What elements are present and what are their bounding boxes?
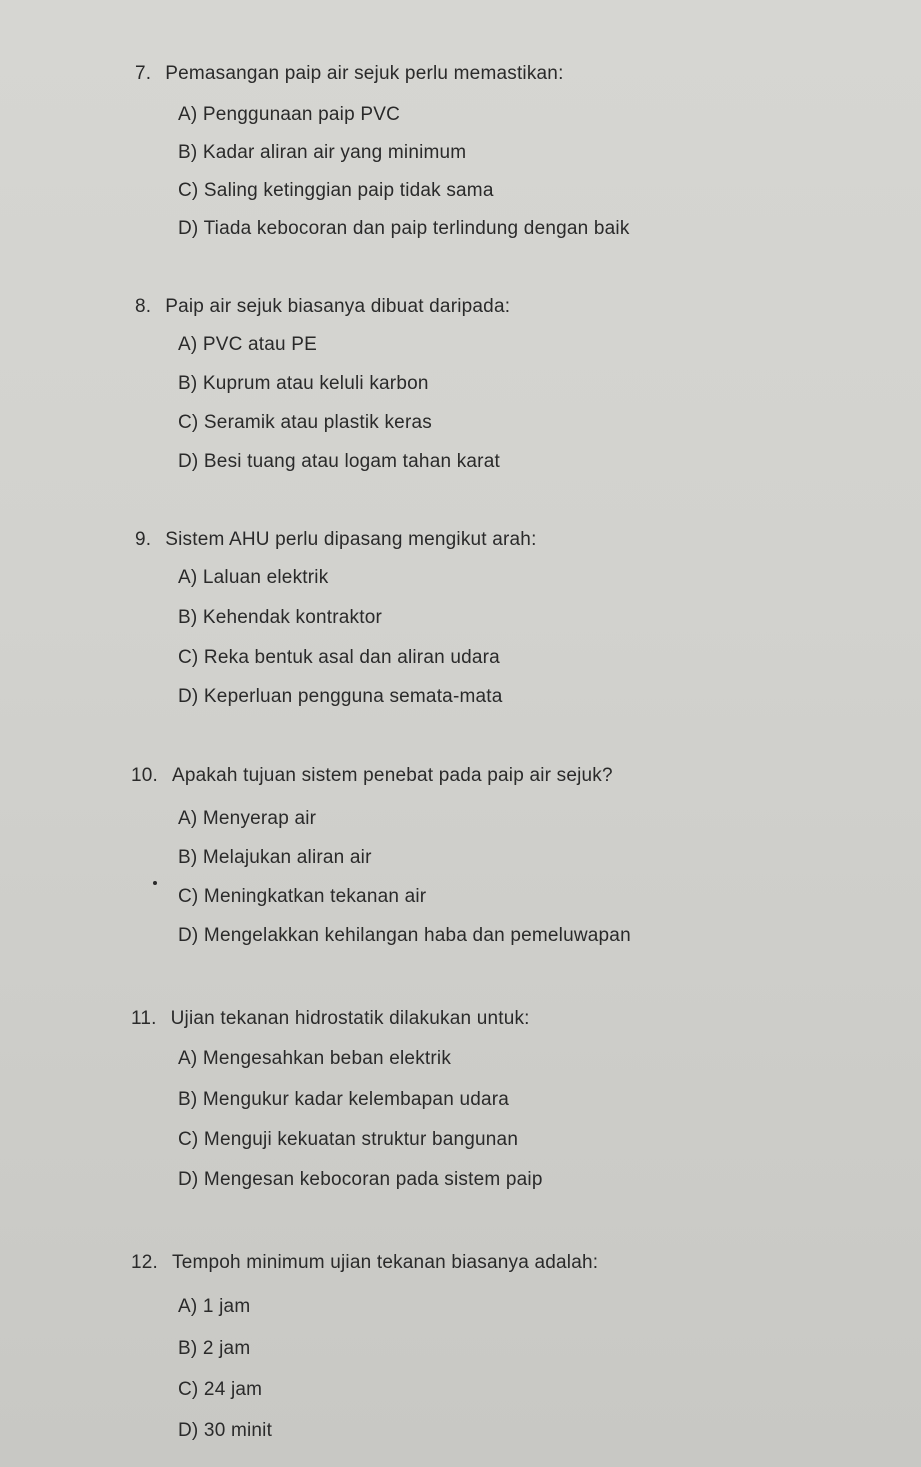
option-d[interactable]: D) 30 minit [178,1420,273,1441]
question-number: 10. [131,765,159,786]
question-number: 8. [135,296,152,317]
question-number: 11. [131,1008,157,1029]
question-stem [135,529,537,551]
question-text: Sistem AHU perlu dipasang mengikut arah: [165,529,537,550]
option-b[interactable]: B) 2 jam [178,1338,251,1359]
option-d[interactable]: D) Mengesan kebocoran pada sistem paip [178,1169,543,1190]
option-c[interactable]: C) Seramik atau plastik keras [178,412,432,433]
stray-dot-mark [153,881,157,885]
option-a[interactable]: A) Penggunaan paip PVC [178,104,401,125]
option-c[interactable]: C) Menguji kekuatan struktur bangunan [178,1129,519,1150]
option-d[interactable]: D) Besi tuang atau logam tahan karat [178,451,500,472]
question-number: 12. [131,1252,159,1273]
option-a[interactable]: A) PVC atau PE [178,334,318,355]
option-c[interactable]: C) Reka bentuk asal dan aliran udara [178,647,500,668]
question-stem [131,1008,530,1030]
option-a[interactable]: A) Laluan elektrik [178,567,329,588]
option-a[interactable]: A) Menyerap air [178,808,317,829]
option-d[interactable]: D) Mengelakkan kehilangan haba dan pemeluwapan [178,925,631,946]
question-stem [131,1252,598,1274]
question-text: Ujian tekanan hidrostatik dilakukan untuk: [170,1008,530,1029]
question-stem [135,63,564,85]
option-b[interactable]: B) Mengukur kadar kelembapan udara [178,1089,510,1110]
option-a[interactable]: A) Mengesahkan beban elektrik [178,1048,452,1069]
option-b[interactable]: B) Kehendak kontraktor [178,607,383,628]
question-text: Paip air sejuk biasanya dibuat daripada: [165,296,511,317]
option-b[interactable]: B) Melajukan aliran air [178,847,372,868]
option-b[interactable]: B) Kuprum atau keluli karbon [178,373,429,394]
option-b[interactable]: B) Kadar aliran air yang minimum [178,142,467,163]
option-c[interactable]: C) Meningkatkan tekanan air [178,886,427,907]
question-number: 9. [135,529,152,550]
question-stem [131,765,613,787]
question-text: Tempoh minimum ujian tekanan biasanya adalah: [172,1252,599,1273]
question-stem [135,296,510,318]
option-a[interactable]: A) 1 jam [178,1296,251,1317]
question-text: Pemasangan paip air sejuk perlu memastikan: [165,63,564,84]
option-c[interactable]: C) 24 jam [178,1379,263,1400]
question-number: 7. [135,63,152,84]
question-text: Apakah tujuan sistem penebat pada paip air sejuk? [172,765,613,786]
option-d[interactable]: D) Keperluan pengguna semata-mata [178,686,503,707]
option-d[interactable]: D) Tiada kebocoran dan paip terlindung dengan baik [178,218,630,239]
option-c[interactable]: C) Saling ketinggian paip tidak sama [178,180,494,201]
